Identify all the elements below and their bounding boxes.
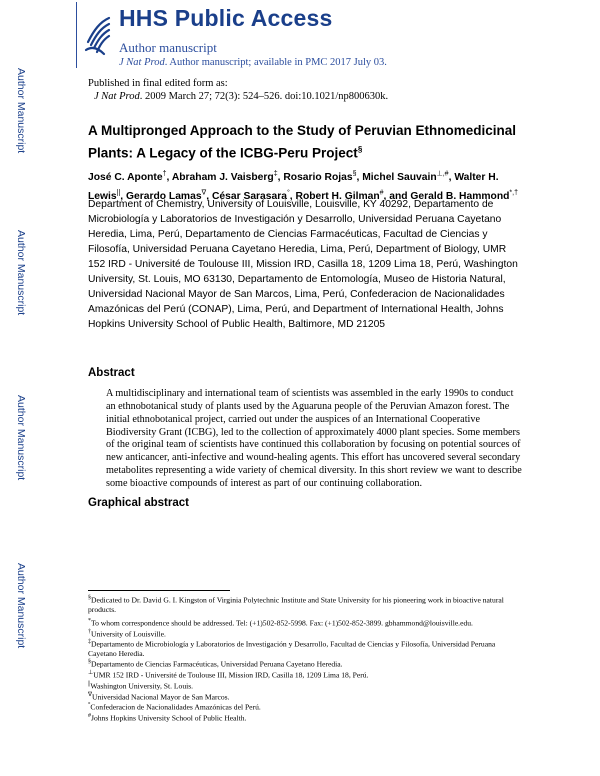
title-text: A Multipronged Approach to the Study of Peruvian Ethnomedicinal Plants: A Legacy of the ICBG-Peru Project: [88, 123, 517, 161]
author: César Sarasara°,: [211, 189, 296, 202]
author: Robert H. Gilman#, and: [295, 189, 411, 202]
footnote: °Confederacion de Nacionalidades Amazónicas del Perú.: [88, 702, 261, 712]
author: Michel Sauvain⊥,#,: [362, 171, 455, 184]
published-label: Published in final edited form as:: [88, 78, 228, 89]
citation-text: . 2009 March 27; 72(3): 524–526. doi:10.1021/np800630k.: [139, 91, 389, 102]
header-divider: [76, 2, 77, 68]
footnote: ‡Departamento de Microbiología y Laboratorios de Investigación y Desarrollo, Facultad de Ciencias y Filosofía, Universidad Peruana Cayetano Heredia.: [88, 639, 496, 659]
hhs-eagle-logo-icon: [82, 12, 112, 58]
author: Abraham J. Vaisberg‡,: [171, 171, 284, 184]
sidebar-label: Author Manuscript: [15, 395, 27, 481]
abstract-heading: Abstract: [88, 367, 135, 379]
footnote: ⊥UMR 152 IRD - Université de Toulouse III, Mission IRD, Casilla 18, 1209 Lima 18, Perú.: [88, 670, 369, 680]
author: Gerald B. Hammond*,†: [410, 189, 518, 202]
author: Gerardo Lamas∇,: [126, 189, 212, 202]
footnote: ||Washington University, St. Louis.: [88, 680, 194, 691]
hhs-public-access-title: HHS Public Access: [119, 5, 333, 31]
footnote: †University of Louisville.: [88, 628, 166, 639]
author-manuscript-label: Author manuscript: [119, 40, 217, 55]
footnote: #Johns Hopkins University School of Public Health.: [88, 713, 247, 723]
published-info: [88, 77, 388, 103]
author-manuscript-sidebar: [0, 0, 74, 776]
author: José C. Aponte†,: [88, 171, 172, 184]
journal-name: J Nat Prod: [119, 57, 165, 68]
sidebar-label: Author Manuscript: [15, 68, 27, 154]
author: Rosario Rojas§,: [283, 171, 363, 184]
author: Walter H. Lewis||,: [88, 172, 499, 202]
availability-line: [119, 57, 387, 68]
footnote-rule: [88, 590, 230, 591]
affiliations: Department of Chemistry, University of Louisville, Louisville, KY 40292, Departamento de Microbiología y Laboratorios de Investigación y Desarrollo, Universidad Peruana Cayetano Heredia, Lima, Perú, Departamento de Ciencias Farmacéuticas, Facultad de Ciencias y Filosofía, Universidad Peruana Cayetano Heredia, Lima, Perú, Department of Biology, UMR 152 IRD - Université de Toulouse III, Mission IRD, Casilla 18, 1209 Lima 18, Perú, Washington University, St. Louis, MO 63130, Departamento de Entomología, Museo de Historia Natural, Universidad Nacional Mayor de San Marcos, Lima, Perú, Confederacion de Nacionalidades Amazónicas del Perú (CONAP), Lima, Perú, and Department of International Health, Johns Hopkins University School of Public Health, Baltimore, MD 21205: [88, 199, 518, 330]
sidebar-label: Author Manuscript: [15, 230, 27, 316]
citation: [88, 90, 388, 103]
title-footnote-mark: §: [357, 145, 363, 154]
citation-journal: J Nat Prod: [94, 91, 140, 102]
sidebar-label: Author Manuscript: [15, 563, 27, 649]
footnote: *To whom correspondence should be addressed. Tel: (+1)502-852-5998. Fax: (+1)502-852-3899. gbhammond@louisville.edu.: [88, 617, 473, 628]
footnotes: [88, 594, 523, 723]
availability-text: . Author manuscript; available in PMC 2017 July 03.: [164, 57, 387, 68]
footnote: ∇Universidad Nacional Mayor de San Marcos.: [88, 691, 230, 702]
footnote: §Departamento de Ciencias Farmacéuticas, Universidad Peruana Cayetano Heredia.: [88, 659, 343, 669]
footnote: §Dedicated to Dr. David G. I. Kingston of Virginia Polytechnic Institute and State University for his pioneering work in bioactive natural products.: [88, 595, 504, 614]
paper-title: [88, 121, 528, 163]
abstract-text: A multidisciplinary and international team of scientists was assembled in the early 1990s to conduct an ethnobotanical study of plants used by the Aguaruna people of the Peruvian Amazon forest. The initial ethnobotanical project, carried out under the auspices of an International Cooperative Biodiversity Grant (ICBG), led to the collection of approximately 4000 plant species. Some members of the original team of scientists have continued this collaboration by focusing on potential sources of new anticancer, anti-infective and wound-healing agents. This effort has uncovered several secondary metabolites representing a wide variety of chemical diversity. In this short review we want to describe some bioactive compounds of interest as part of our continuing collaboration.: [106, 388, 522, 489]
graphical-abstract-heading: Graphical abstract: [88, 497, 189, 509]
